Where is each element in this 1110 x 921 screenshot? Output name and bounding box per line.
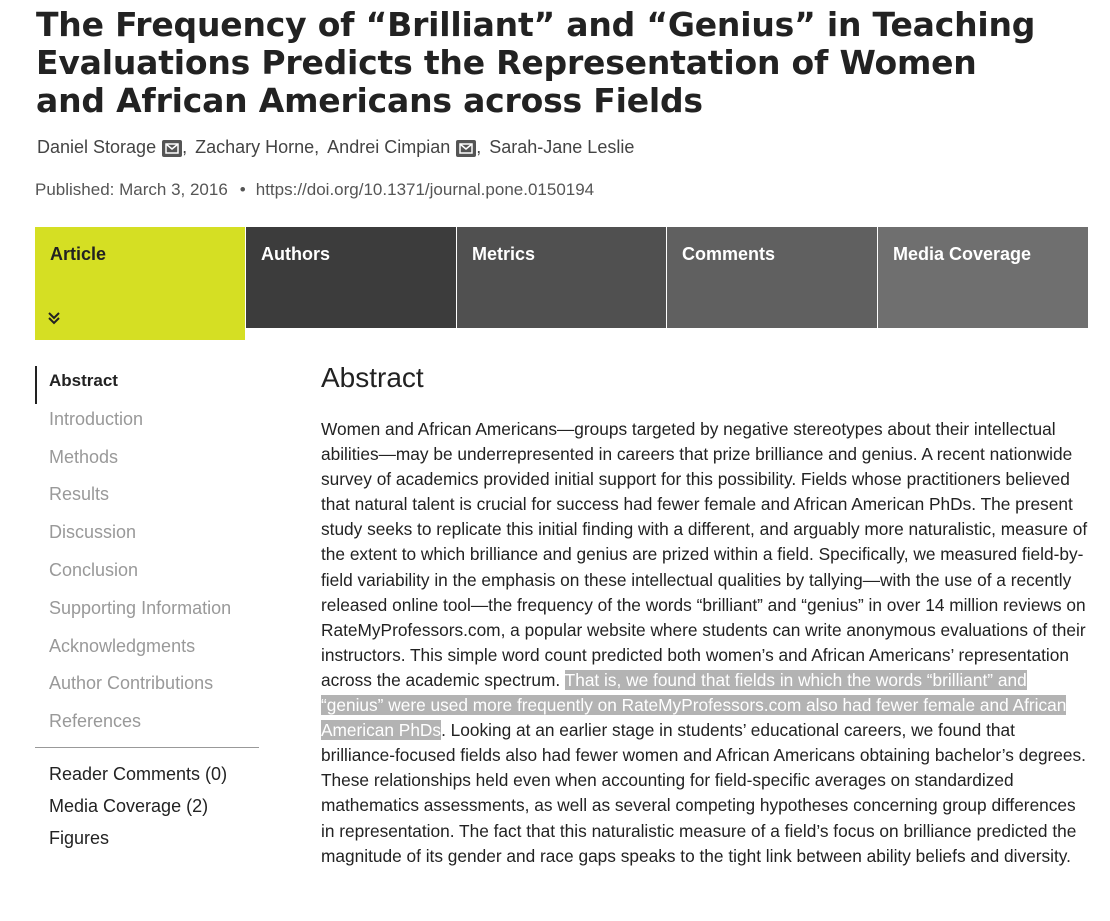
- mail-icon[interactable]: [162, 140, 182, 157]
- author-cimpian[interactable]: [327, 137, 476, 158]
- selected-text-highlight[interactable]: That is, we found that fields in which the words “brilliant” and “genius” were used more frequently on RateMyProfessors.com also had fewer female and African American PhDs: [321, 669, 1067, 741]
- tab-media-coverage[interactable]: [878, 227, 1088, 328]
- nav-item-abstract[interactable]: Abstract: [35, 366, 259, 404]
- published-date: Published: March 3, 2016: [35, 180, 228, 199]
- author-separator: ,: [476, 137, 482, 157]
- mail-icon[interactable]: [456, 140, 476, 157]
- nav-link-reader-comments[interactable]: Reader Comments (0): [49, 763, 228, 784]
- tab-label[interactable]: Comments: [682, 244, 776, 264]
- publication-info: [35, 180, 594, 200]
- tab-comments[interactable]: [667, 227, 877, 328]
- tab-label[interactable]: Authors: [261, 244, 330, 264]
- abstract-heading: Abstract: [321, 362, 424, 393]
- tab-article[interactable]: [35, 227, 245, 340]
- tab-label[interactable]: Article: [50, 244, 107, 264]
- nav-item-author-contributions[interactable]: Author Contributions: [49, 673, 214, 694]
- author-name[interactable]: Sarah-Jane Leslie: [489, 137, 635, 157]
- author-name[interactable]: Daniel Storage: [37, 137, 157, 157]
- nav-link-media-coverage[interactable]: Media Coverage (2): [49, 795, 209, 816]
- bullet-separator: •: [239, 180, 246, 199]
- nav-item-conclusion[interactable]: Conclusion: [49, 559, 139, 580]
- nav-item-discussion[interactable]: Discussion: [49, 522, 137, 543]
- tab-metrics[interactable]: [457, 227, 666, 328]
- author-separator: ,: [182, 137, 188, 157]
- nav-divider: [35, 747, 259, 748]
- author-separator: ,: [314, 137, 320, 157]
- doi-link[interactable]: https://doi.org/10.1371/journal.pone.0150194: [255, 180, 595, 199]
- abstract-text-before: Women and African Americans—groups targeted by negative stereotypes about their intellectual abilities—may be underrepresented in careers that prize brilliance and genius. A recent nationwide survey of academics provided initial support for this possibility. Fields whose practitioners believed that natural talent is crucial for success had fewer female and African American PhDs. The present study seeks to replicate this initial finding with a different, and arguably more naturalistic, measure of the extent to which brilliance and genius are prized within a field. Specifically, we measured field-by-field variability in the emphasis on these intellectual qualities by tallying—with the use of a recently released online tool—the frequency of the words “brilliant” and “genius” in over 14 million reviews on RateMyProfessors.com, a popular website where students can write anonymous evaluations of their instructors. This simple word count predicted both women’s and African Americans’ representation across the academic spectrum.: [321, 419, 1088, 690]
- article-title: The Frequency of “Brilliant” and “Genius” in Teaching Evaluations Predicts the Representation of Women and African Americans across Fields: [36, 5, 1036, 120]
- tab-label[interactable]: Media Coverage: [893, 244, 1032, 264]
- tab-authors[interactable]: [246, 227, 456, 328]
- nav-item-references[interactable]: References: [49, 711, 142, 732]
- section-nav: [35, 366, 259, 858]
- nav-item-supporting-information[interactable]: Supporting Information: [49, 597, 232, 618]
- nav-item-methods[interactable]: Methods: [49, 446, 119, 467]
- article-tabs: [35, 227, 1088, 340]
- author-name[interactable]: Andrei Cimpian: [327, 137, 451, 157]
- abstract-text-after: . Looking at an earlier stage in students’ educational careers, we found that brilliance-focused fields also had fewer women and African Americans obtaining bachelor’s degrees. These relationships held even when accounting for field-specific averages on standardized mathematics assessments, as well as several competing hypotheses concerning group differences in representation. The fact that this naturalistic measure of a field’s focus on brilliance predicted the magnitude of its gender and race gaps speaks to the tight link between ability beliefs and diversity.: [321, 720, 1086, 866]
- nav-link-figures[interactable]: Figures: [49, 827, 110, 848]
- author-storage[interactable]: [37, 137, 182, 158]
- double-chevron-down-icon: [47, 309, 61, 330]
- author-horne[interactable]: [195, 137, 314, 158]
- nav-item-results[interactable]: Results: [49, 484, 110, 505]
- author-list: [37, 137, 634, 158]
- nav-item-acknowledgments[interactable]: Acknowledgments: [49, 635, 196, 656]
- abstract-text: [321, 417, 1091, 869]
- nav-item-introduction[interactable]: Introduction: [49, 408, 144, 429]
- tab-label[interactable]: Metrics: [472, 244, 536, 264]
- author-name[interactable]: Zachary Horne: [195, 137, 315, 157]
- article-body: [321, 360, 1091, 869]
- author-leslie[interactable]: [489, 137, 634, 158]
